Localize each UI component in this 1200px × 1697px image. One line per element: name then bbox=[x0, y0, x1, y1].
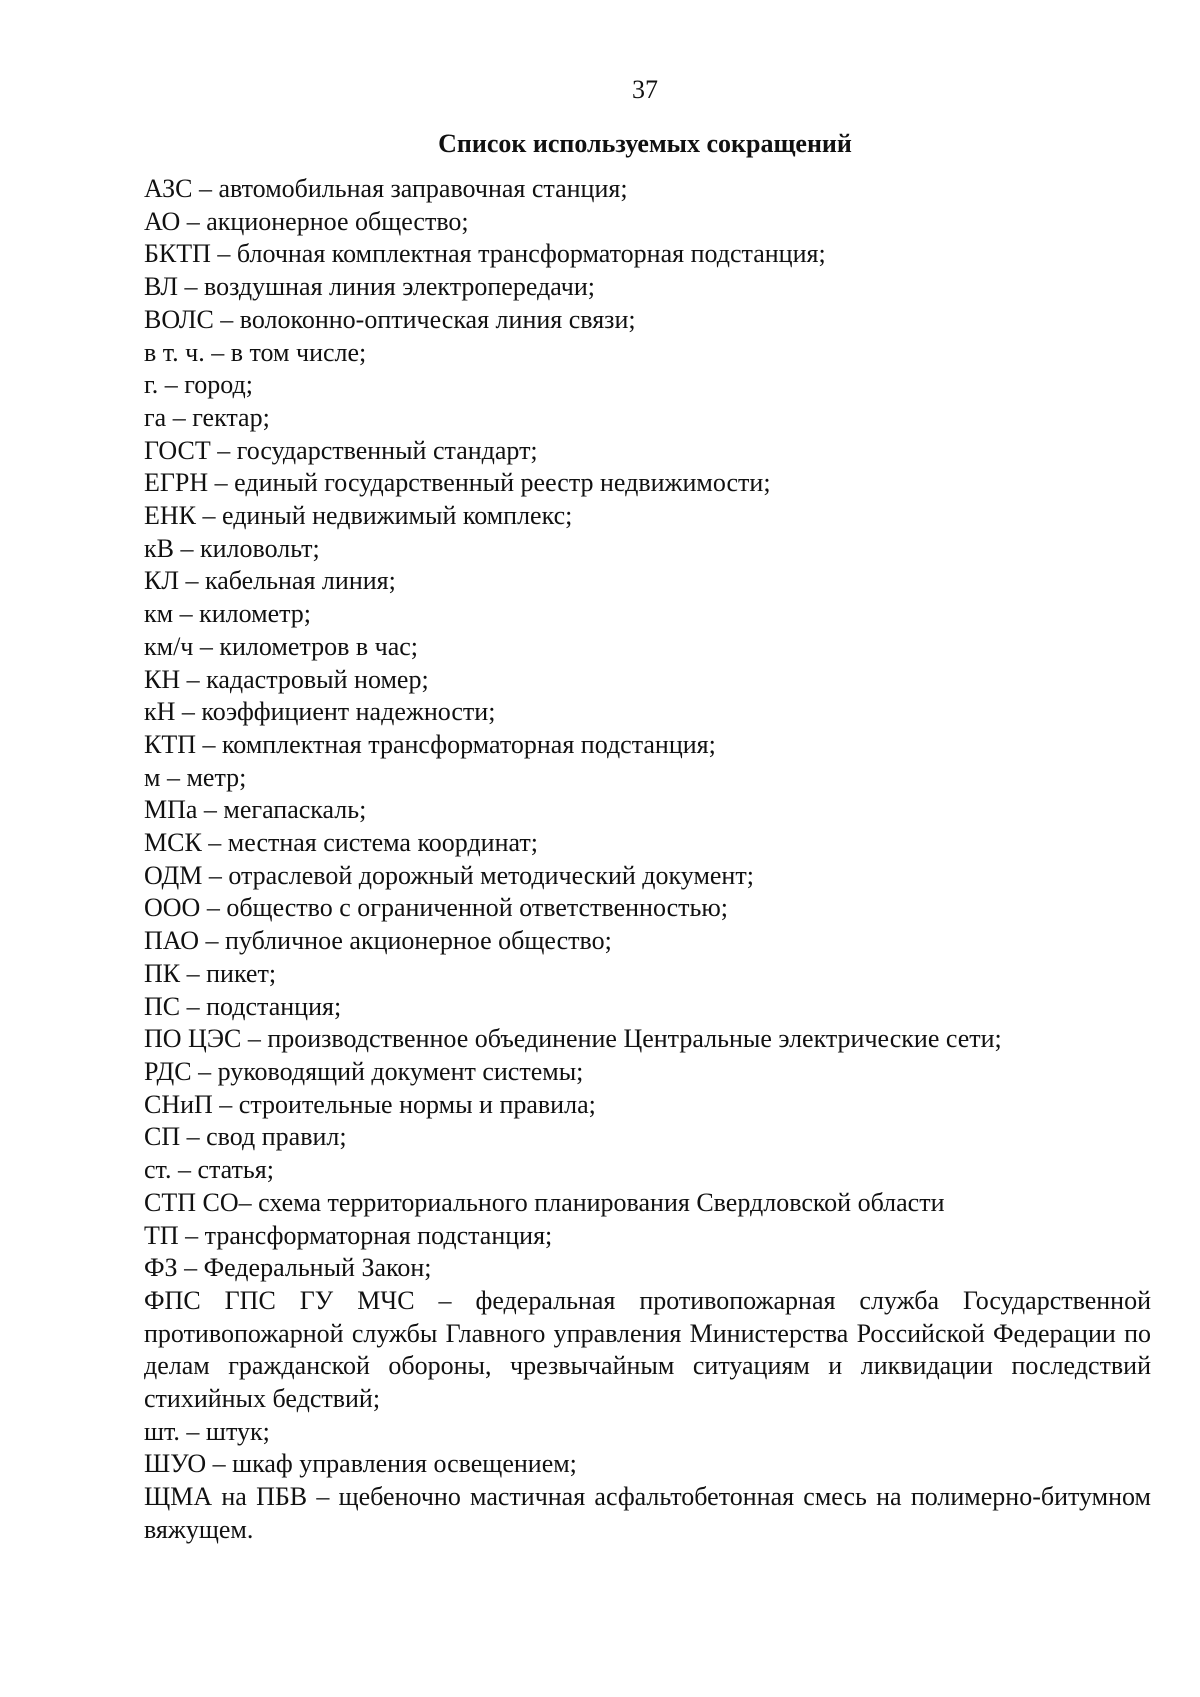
list-item: ФПС ГПС ГУ МЧС – федеральная противопожарная служба Государственной противопожарной службы Главного управления Министерства Российской Федерации по делам гражданской обороны, чрезвычайным ситуациям и ликвидации последствий стихийных бедствий; bbox=[144, 1285, 1151, 1414]
list-item: ВОЛС – волоконно-оптическая линия связи; bbox=[144, 304, 636, 334]
list-item: КТП – комплектная трансформаторная подстанция; bbox=[144, 729, 716, 759]
list-item: СТП СО– схема территориального планирования Свердловской области bbox=[144, 1187, 945, 1217]
list-item: ВЛ – воздушная линия электропередачи; bbox=[144, 272, 595, 302]
list-item: ПО ЦЭС – производственное объединение Центральные электрические сети; bbox=[144, 1024, 1002, 1054]
list-item: КН – кадастровый номер; bbox=[144, 664, 429, 694]
list-item: ст. – статья; bbox=[144, 1155, 274, 1185]
list-item: БКТП – блочная комплектная трансформаторная подстанция; bbox=[144, 239, 826, 269]
list-item: ПК – пикет; bbox=[144, 958, 277, 988]
list-item: ООО – общество с ограниченной ответственностью; bbox=[144, 893, 729, 923]
list-item: АЗС – автомобильная заправочная станция; bbox=[144, 174, 628, 203]
list-item: ЩМА на ПБВ – щебеночно мастичная асфальтобетонная смесь на полимерно-битумном вяжущем. bbox=[144, 1482, 1151, 1544]
list-item: ТП – трансформаторная подстанция; bbox=[144, 1220, 553, 1250]
list-item: АО – акционерное общество; bbox=[144, 206, 469, 236]
list-item: ФЗ – Федеральный Закон; bbox=[144, 1253, 432, 1283]
list-item: КЛ – кабельная линия; bbox=[144, 566, 396, 596]
list-item: СП – свод правил; bbox=[144, 1122, 347, 1152]
list-item: ПС – подстанция; bbox=[144, 991, 342, 1021]
abbreviation-list bbox=[144, 173, 1151, 1547]
list-item: РДС – руководящий документ системы; bbox=[144, 1056, 584, 1086]
list-item: СНиП – строительные нормы и правила; bbox=[144, 1089, 596, 1119]
list-item: кН – коэффициент надежности; bbox=[144, 697, 496, 727]
list-item: км/ч – километров в час; bbox=[144, 631, 419, 661]
page-number: 37 bbox=[632, 75, 658, 104]
list-item: кВ – киловольт; bbox=[144, 533, 320, 563]
list-item: в т. ч. – в том числе; bbox=[144, 337, 367, 367]
list-item: ШУО – шкаф управления освещением; bbox=[144, 1449, 577, 1479]
list-item: ОДМ – отраслевой дорожный методический документ; bbox=[144, 860, 754, 890]
page-title: Список используемых сокращений bbox=[438, 129, 852, 158]
list-item: ЕНК – единый недвижимый комплекс; bbox=[144, 501, 573, 531]
list-item: шт. – штук; bbox=[144, 1416, 270, 1446]
list-item: МСК – местная система координат; bbox=[144, 828, 538, 858]
list-item: га – гектар; bbox=[144, 402, 270, 432]
list-item: ЕГРН – единый государственный реестр недвижимости; bbox=[144, 468, 771, 498]
list-item: км – километр; bbox=[144, 599, 312, 629]
list-item: м – метр; bbox=[144, 762, 247, 792]
list-item: ГОСТ – государственный стандарт; bbox=[144, 435, 538, 465]
list-item: г. – город; bbox=[144, 370, 253, 400]
list-item: ПАО – публичное акционерное общество; bbox=[144, 926, 612, 956]
list-item: МПа – мегапаскаль; bbox=[144, 795, 367, 825]
